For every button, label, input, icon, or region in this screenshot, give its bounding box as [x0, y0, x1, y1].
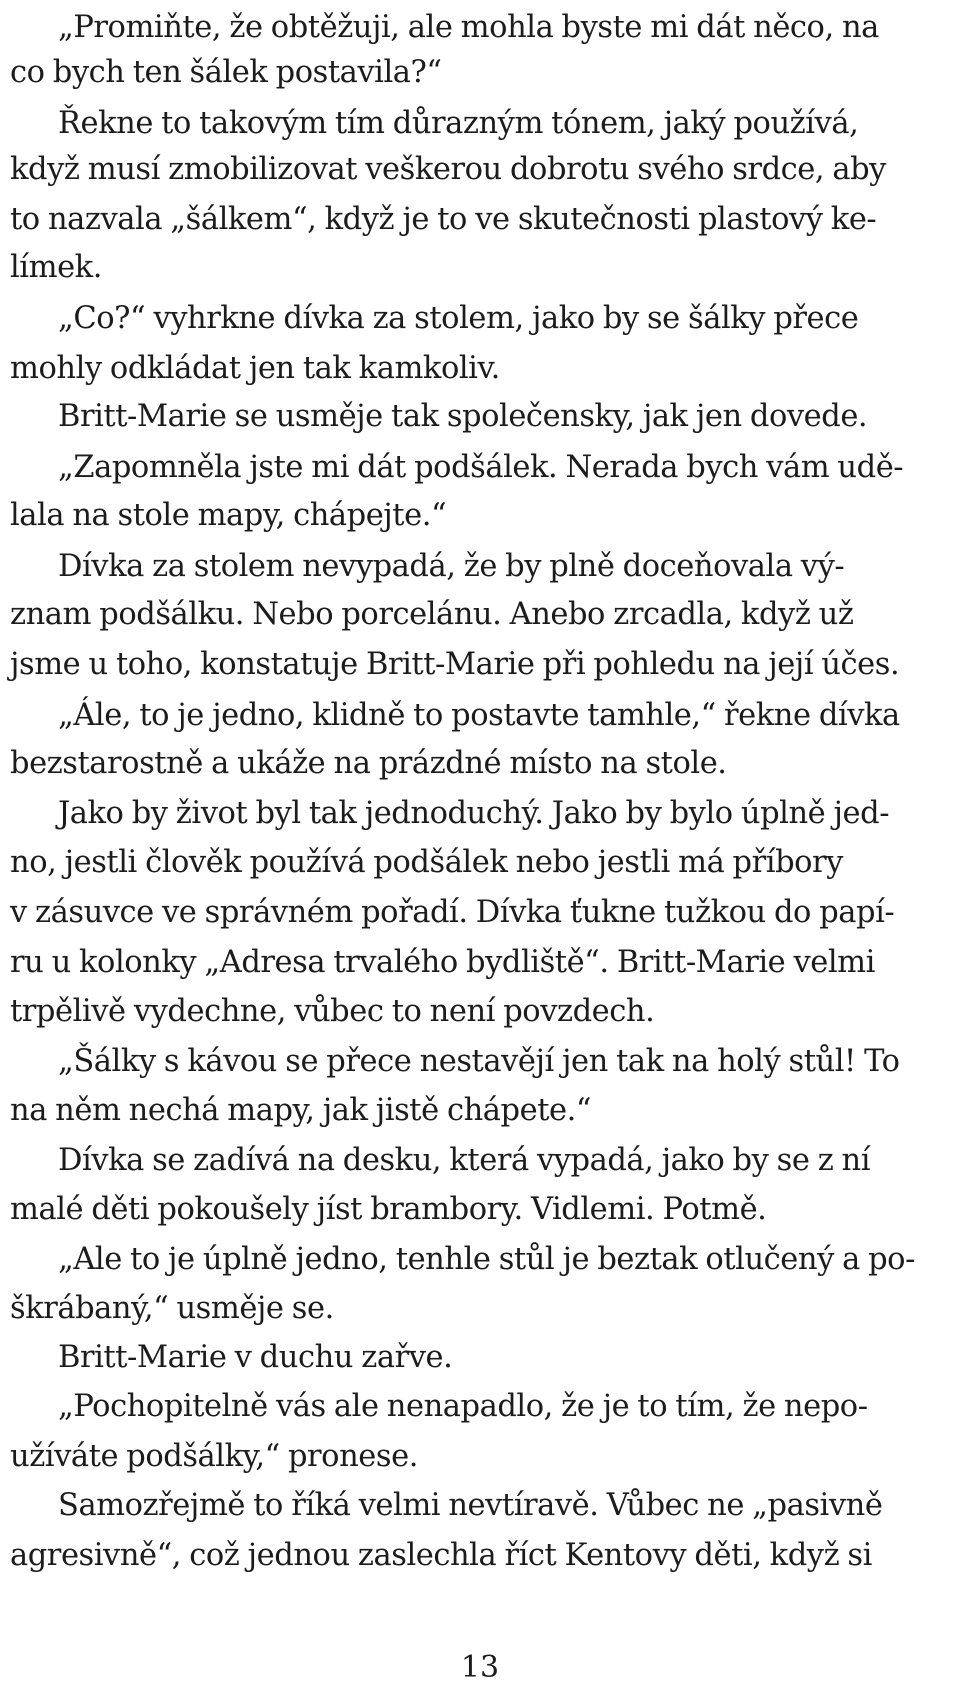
text-line-7: „Co?“ vyhrkne dívka za stolem, jako by se šálky přece [58, 301, 859, 336]
text-line-19: v zásuvce ve správném pořadí. Dívka ťukne tužkou do papí- [10, 895, 895, 930]
text-line-20: ru u kolonky „Adresa trvalého bydliště“. Britt-Marie velmi [10, 945, 875, 980]
text-line-13: znam podšálku. Nebo porcelánu. Anebo zrcadla, když už [10, 597, 854, 632]
text-line-10: „Zapomněla jste mi dát podšálek. Nerada bych vám udě- [58, 450, 904, 485]
text-line-8: mohly odkládat jen tak kamkoliv. [10, 351, 500, 386]
text-line-4: když musí zmobilizovat veškerou dobrotu svého srdce, aby [10, 152, 886, 187]
text-line-11: lala na stole mapy, chápejte.“ [10, 498, 447, 533]
text-line-22: „Šálky s kávou se přece nestavějí jen tak na holý stůl! To [58, 1044, 900, 1079]
text-line-28: Britt-Marie v duchu zařve. [58, 1340, 453, 1375]
text-line-9: Britt-Marie se usměje tak společensky, jak jen dovede. [58, 399, 868, 434]
text-line-21: trpělivě vydechne, vůbec to není povzdech. [10, 994, 655, 1029]
text-line-3: Řekne to takovým tím důrazným tónem, jaký používá, [58, 106, 859, 141]
text-line-16: bezstarostně a ukáže na prázdné místo na stole. [10, 746, 727, 781]
text-line-5: to nazvala „šálkem“, když je to ve skutečnosti plastový ke- [10, 202, 877, 237]
text-line-25: malé děti pokoušely jíst brambory. Vidlemi. Potmě. [10, 1192, 767, 1227]
text-line-26: „Ale to je úplně jedno, tenhle stůl je beztak otlučený a po- [58, 1242, 915, 1277]
text-line-23: na něm nechá mapy, jak jistě chápete.“ [10, 1093, 591, 1128]
text-line-6: límek. [10, 250, 102, 285]
text-line-1: „Promiňte, že obtěžuji, ale mohla byste mi dát něco, na [58, 10, 879, 45]
text-line-18: no, jestli člověk používá podšálek nebo jestli má příbory [10, 845, 843, 880]
text-line-32: agresivně“, což jednou zaslechla říct Kentovy děti, když si [10, 1538, 872, 1573]
text-line-24: Dívka se zadívá na desku, která vypadá, jako by se z ní [58, 1143, 871, 1178]
page-number: 13 [460, 1650, 500, 1685]
text-line-17: Jako by život byl tak jednoduchý. Jako by bylo úplně jed- [58, 796, 890, 831]
text-line-31: Samozřejmě to říká velmi nevtíravě. Vůbec ne „pasivně [58, 1488, 883, 1523]
text-line-14: jsme u toho, konstatuje Britt-Marie při pohledu na její účes. [10, 647, 900, 682]
text-line-12: Dívka za stolem nevypadá, že by plně doceňovala vý- [58, 549, 845, 584]
text-line-15: „Ále, to je jedno, klidně to postavte tamhle,“ řekne dívka [58, 698, 900, 733]
text-line-27: škrábaný,“ usměje se. [10, 1291, 334, 1326]
text-line-29: „Pochopitelně vás ale nenapadlo, že je to tím, že nepo- [58, 1389, 868, 1424]
text-line-2: co bych ten šálek postavila?“ [10, 55, 442, 90]
text-line-30: užíváte podšálky,“ pronese. [10, 1439, 418, 1474]
